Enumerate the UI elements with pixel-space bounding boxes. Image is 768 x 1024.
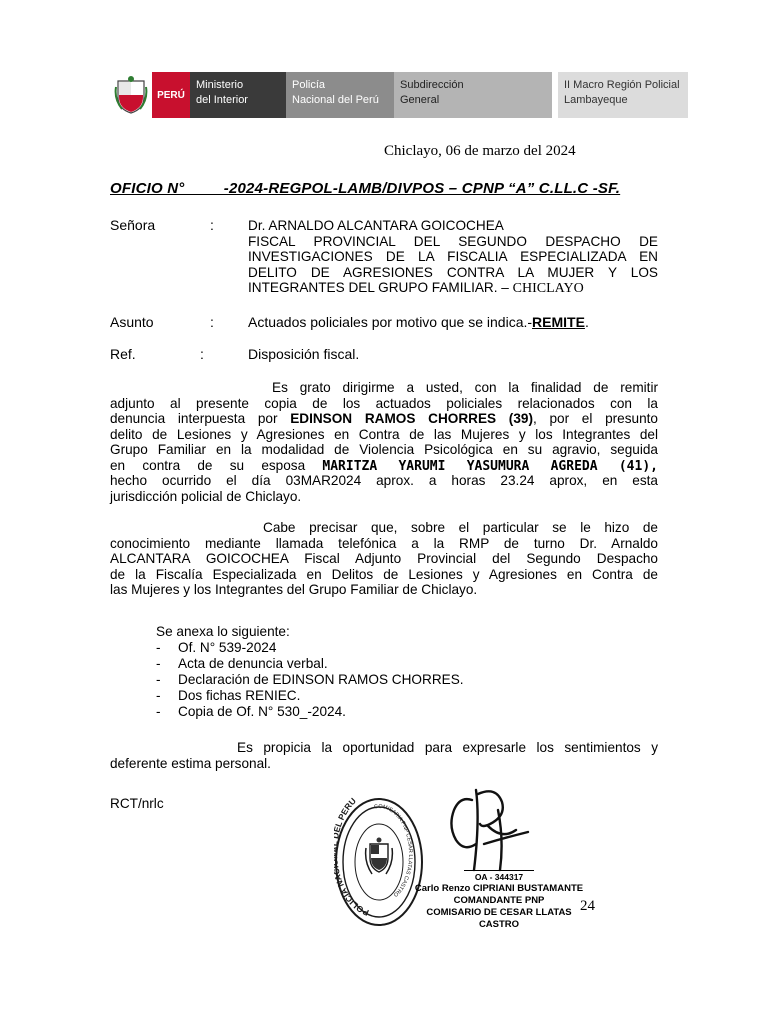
addressee-line-2: INVESTIGACIONES DE LA FISCALIA ESPECIALIZADA EN [248, 249, 658, 264]
peru-coat-of-arms-icon [110, 72, 152, 118]
annex-item-text: Dos fichas RENIEC. [178, 688, 301, 703]
asunto-end: . [584, 314, 589, 330]
svg-text:COMISARIA PNP CESAR LLATAS CAS [374, 804, 413, 898]
subdireccion-line-1: Subdirección [400, 79, 464, 91]
annex-item-text: Declaración de EDINSON RAMOS CHORRES. [178, 672, 464, 687]
addressee-line-3: DELITO DE AGRESIONES CONTRA LA MUJER Y LOS [248, 264, 658, 280]
closing-paragraph [110, 740, 658, 771]
reference-initials: RCT/nrlc [110, 796, 164, 811]
remite-keyword: REMITE [532, 314, 585, 330]
document-date: Chiclayo, 06 de marzo del 2024 [384, 143, 576, 159]
annex-item-text: Acta de denuncia verbal. [178, 656, 328, 671]
annex-dash: - [156, 672, 161, 687]
p1-line-7: hecho ocurrido el día 03MAR2024 aprox. a horas 23.24 aprox, en esta [110, 473, 658, 488]
p1-line-1: Es grato dirigirme a usted, con la finalidad de remitir [272, 380, 658, 395]
ref-colon: : [200, 346, 204, 362]
asunto-text [248, 314, 589, 330]
addressee-line-4-text: INTEGRANTES DEL GRUPO FAMILIAR. – [248, 280, 513, 295]
ministerio-block [190, 72, 286, 118]
p2-line-4: de la Fiscalía Especializada en Delitos de Lesiones y Agresiones en Contra de [110, 566, 658, 582]
p1-line-3-a: denuncia interpuesta por [110, 411, 291, 426]
addressee-city: CHICLAYO [512, 281, 584, 296]
macro-line-2: Lambayeque [564, 94, 628, 106]
signatory-rank: COMANDANTE PNP [453, 895, 545, 906]
p1-line-6 [110, 458, 658, 474]
ministerio-line-2: del Interior [196, 94, 248, 106]
seal-inner-text: COMISARIA PNP CESAR LLATAS CASTRO [373, 803, 414, 898]
oficio-number: OFICIO N° -2024-REGPOL-LAMB/DIVPOS – CPNP “A” C.LL.C -SF. [110, 180, 621, 197]
p2-line-3: ALCANTARA GOICOCHEA Fiscal Adjunto Provincial del Segundo Despacho [110, 551, 658, 566]
signatory-name: Carlo Renzo CIPRIANI BUSTAMANTE [414, 883, 584, 894]
senora-label: Señora [110, 217, 156, 233]
p1-line-2: adjunto al presente copia de los actuados policiales relacionados con la [110, 395, 658, 411]
cip-number: OA - 344317 [464, 870, 534, 883]
asunto-colon: : [210, 314, 214, 330]
annex-dash: - [156, 688, 161, 703]
annex-item [156, 704, 464, 720]
annex-item-text: Of. N° 539-2024 [178, 640, 277, 655]
body-paragraph-1 [110, 380, 658, 504]
policia-line-2: Nacional del Perú [292, 94, 379, 106]
p2-line-5: las Mujeres y los Integrantes del Grupo Familiar de Chiclayo. [110, 582, 478, 597]
addressee-name: Dr. ARNALDO ALCANTARA GOICOCHEA [248, 218, 504, 233]
peru-brand-block: PERÚ [152, 72, 190, 118]
p1-line-8: jurisdicción policial de Chiclayo. [110, 488, 302, 504]
macro-region-block [552, 72, 688, 118]
annex-item-text: Copia de Of. N° 530_-2024. [178, 704, 346, 719]
addressee-block [248, 218, 658, 297]
subdireccion-line-2: General [400, 94, 440, 106]
policia-line-1: Policía [292, 79, 326, 91]
annex-dash: - [156, 704, 161, 719]
body-paragraph-2 [110, 520, 658, 598]
closing-line-1: Es propicia la oportunidad para expresarle los sentimientos y [237, 740, 658, 755]
signature-block [414, 870, 584, 931]
subdireccion-block [394, 72, 552, 118]
p2-line-2: conocimiento mediante llamada telefónica a la RMP de turno Dr. Arnaldo [110, 535, 658, 551]
asunto-label: Asunto [110, 314, 154, 330]
handwritten-signature-icon [432, 780, 542, 875]
page-number: 24 [580, 898, 595, 914]
ministerio-line-1: Ministerio [196, 79, 244, 91]
annex-item [156, 640, 464, 656]
p1-line-4: delito de Lesiones y Agresiones en Contra de las Mujeres y los Integrantes del [110, 426, 658, 442]
addressee-line-4 [248, 280, 658, 297]
p1-line-3 [110, 411, 658, 427]
institutional-header [110, 72, 688, 118]
ref-text: Disposición fiscal. [248, 346, 360, 362]
spouse-name: MARITZA YARUMI YASUMURA AGREDA (41), [322, 458, 658, 474]
annex-item [156, 672, 464, 688]
seal-outer-text: POLICIA N L PERU [334, 796, 371, 918]
annex-dash: - [156, 656, 161, 671]
signatory-post: COMISARIO DE CESAR LLATAS CASTRO [426, 907, 572, 930]
senora-colon: : [210, 217, 214, 233]
p1-line-5: Grupo Familiar en la modalidad de Violencia Psicológica en su agravio, seguida [110, 442, 658, 457]
macro-line-1: II Macro Región Policial [564, 79, 680, 91]
ref-label: Ref. [110, 346, 136, 362]
policia-block [286, 72, 394, 118]
official-seal-icon [334, 796, 424, 931]
annex-dash: - [156, 640, 161, 655]
asunto-body: Actuados policiales por motivo que se indica.- [248, 314, 533, 330]
annex-list [156, 624, 464, 720]
annex-item [156, 656, 464, 672]
complainant-name: EDINSON RAMOS CHORRES (39) [290, 411, 533, 426]
closing-line-2: deferente estima personal. [110, 755, 271, 771]
annex-intro: Se anexa lo siguiente: [156, 624, 290, 639]
p1-line-3-c: , por el presunto [532, 411, 658, 426]
annex-item [156, 688, 464, 704]
p1-line-6-a: en contra de su esposa [110, 457, 323, 473]
p2-line-1: Cabe precisar que, sobre el particular se le hizo de [263, 520, 658, 535]
addressee-line-1: FISCAL PROVINCIAL DEL SEGUNDO DESPACHO DE [248, 233, 658, 249]
